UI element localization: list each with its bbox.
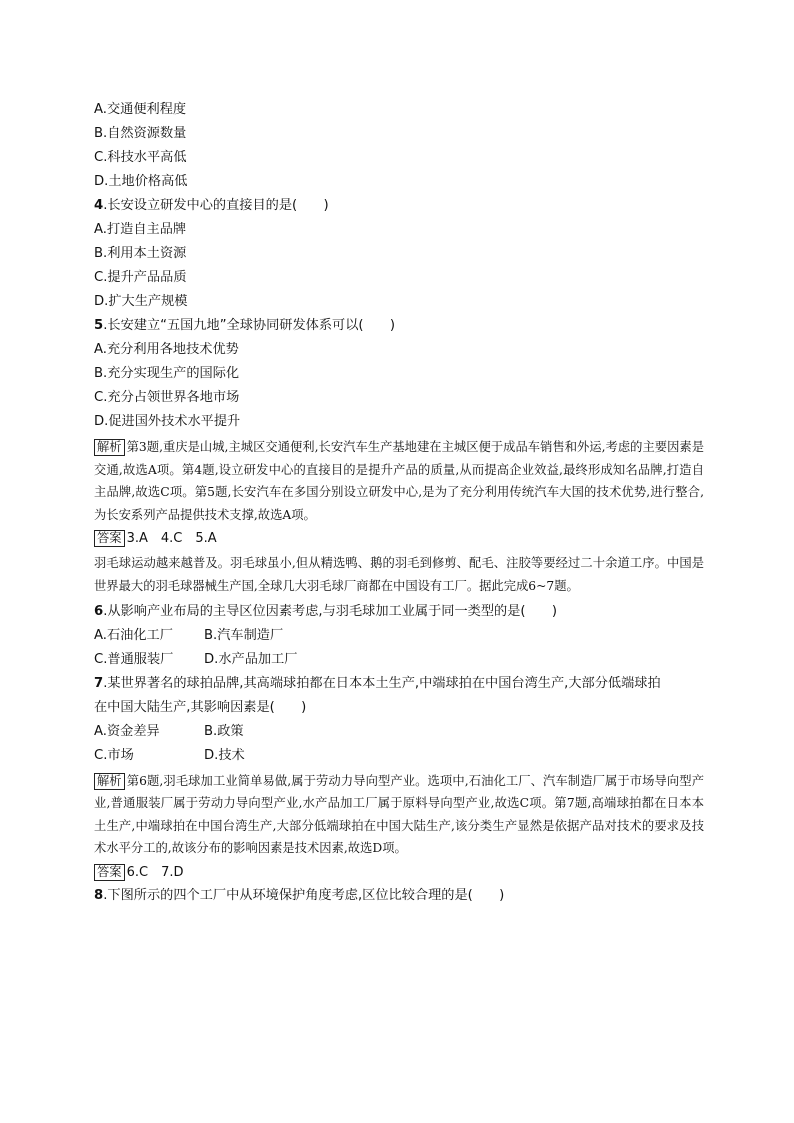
q5-stem-text: .长安建立“五国九地”全球协同研发体系可以( ): [103, 318, 396, 333]
q3-option-a: A.交通便利程度: [94, 102, 187, 117]
q5-option-c: C.充分占领世界各地市场: [94, 390, 240, 405]
q4-option-d: D.扩大生产规模: [94, 294, 188, 309]
page-content: [94, 98, 704, 908]
q4-option-c: C.提升产品品质: [94, 270, 187, 285]
q8-stem: [94, 884, 704, 908]
q3-option-d: D.土地价格高低: [94, 174, 188, 189]
q5-number: 5: [94, 318, 104, 333]
answer-3-5: [94, 528, 704, 550]
material-6-7: 羽毛球运动越来越普及。羽毛球虽小,但从精选鸭、鹅的羽毛到修剪、配毛、注胶等要经过二十余道工序。中国是世界最大的羽毛球器械生产国,全球几大羽毛球厂商都在中国设有工厂。据此完成6~7题。: [94, 556, 704, 593]
answer-6-7: [94, 862, 704, 884]
q7-option-c: C.市场: [94, 747, 134, 763]
q6-options-row-1: [94, 624, 704, 648]
q6-option-d: D.水产品加工厂: [204, 651, 298, 667]
q8-number: 8: [94, 887, 104, 903]
q7-number: 7: [94, 675, 104, 691]
q5-stem: [94, 314, 704, 338]
answer-label-2: 答案: [94, 864, 125, 881]
q7-stem-line-2: 在中国大陆生产,其影响因素是( ): [94, 699, 307, 715]
q4-option-b: B.利用本土资源: [94, 246, 187, 261]
q7-stem-text-1: .某世界著名的球拍品牌,其高端球拍都在日本本土生产,中端球拍在中国台湾生产,大部分低端球拍: [103, 675, 661, 691]
q6-options-row-2: [94, 648, 704, 672]
q6-stem: [94, 600, 704, 624]
q7-option-d: D.技术: [204, 747, 245, 763]
analysis-6-7: [94, 770, 704, 860]
q7-options-row-2: [94, 744, 704, 768]
q6-stem-text: .从影响产业布局的主导区位因素考虑,与羽毛球加工业属于同一类型的是( ): [103, 603, 558, 619]
q7-option-a: A.资金差异: [94, 723, 160, 739]
q4-stem-text: .长安设立研发中心的直接目的是( ): [103, 198, 329, 213]
answer-label: 答案: [94, 530, 125, 547]
q5-option-b: B.充分实现生产的国际化: [94, 366, 240, 381]
q7-stem-line-1: [94, 672, 704, 696]
q4-number: 4: [94, 198, 104, 213]
q8-stem-text: .下图所示的四个工厂中从环境保护角度考虑,区位比较合理的是( ): [103, 887, 505, 903]
q7-options-row-1: [94, 720, 704, 744]
q3-option-b: B.自然资源数量: [94, 126, 187, 141]
answer-3-5-text: 3.A 4.C 5.A: [126, 531, 217, 547]
analysis-3-5-text: 第3题,重庆是山城,主城区交通便利,长安汽车生产基地建在主城区便于成品车销售和外运,考虑的主要因素是交通,故选A项。第4题,设立研发中心的直接目的是提升产品的质量,从而提高企业效益,最终形成知名品牌,打造自主品牌,故选C项。第5题,长安汽车在多国分别设立研发中心,是为了充分利用传统汽车大国的技术优势,进行整合,为长安系列产品提供技术支撑,故选A项。: [94, 440, 704, 522]
q6-option-c: C.普通服装厂: [94, 651, 174, 667]
q4-option-a: A.打造自主品牌: [94, 222, 187, 237]
q5-option-d: D.促进国外技术水平提升: [94, 414, 241, 429]
analysis-label: 解析: [94, 439, 125, 456]
q3-option-c: C.科技水平高低: [94, 150, 187, 165]
analysis-label-2: 解析: [94, 773, 125, 790]
q6-number: 6: [94, 603, 104, 619]
q6-option-b: B.汽车制造厂: [204, 627, 284, 643]
answer-6-7-text: 6.C 7.D: [126, 864, 184, 880]
q7-option-b: B.政策: [204, 723, 244, 739]
q6-option-a: A.石油化工厂: [94, 627, 173, 643]
q4-stem: [94, 194, 704, 218]
analysis-6-7-text: 第6题,羽毛球加工业简单易做,属于劳动力导向型产业。选项中,石油化工厂、汽车制造厂属于市场导向型产业,普通服装厂属于劳动力导向型产业,水产品加工厂属于原料导向型产业,故选C项。第7题,高端球拍都在日本本土生产,中端球拍在中国台湾生产,大部分低端球拍在中国大陆生产,该分类生产显然是依据产品对技术的要求及技术水平分工的,故该分布的影响因素是技术因素,故选D项。: [94, 773, 704, 856]
analysis-3-5: [94, 436, 704, 526]
q5-option-a: A.充分利用各地技术优势: [94, 342, 239, 357]
